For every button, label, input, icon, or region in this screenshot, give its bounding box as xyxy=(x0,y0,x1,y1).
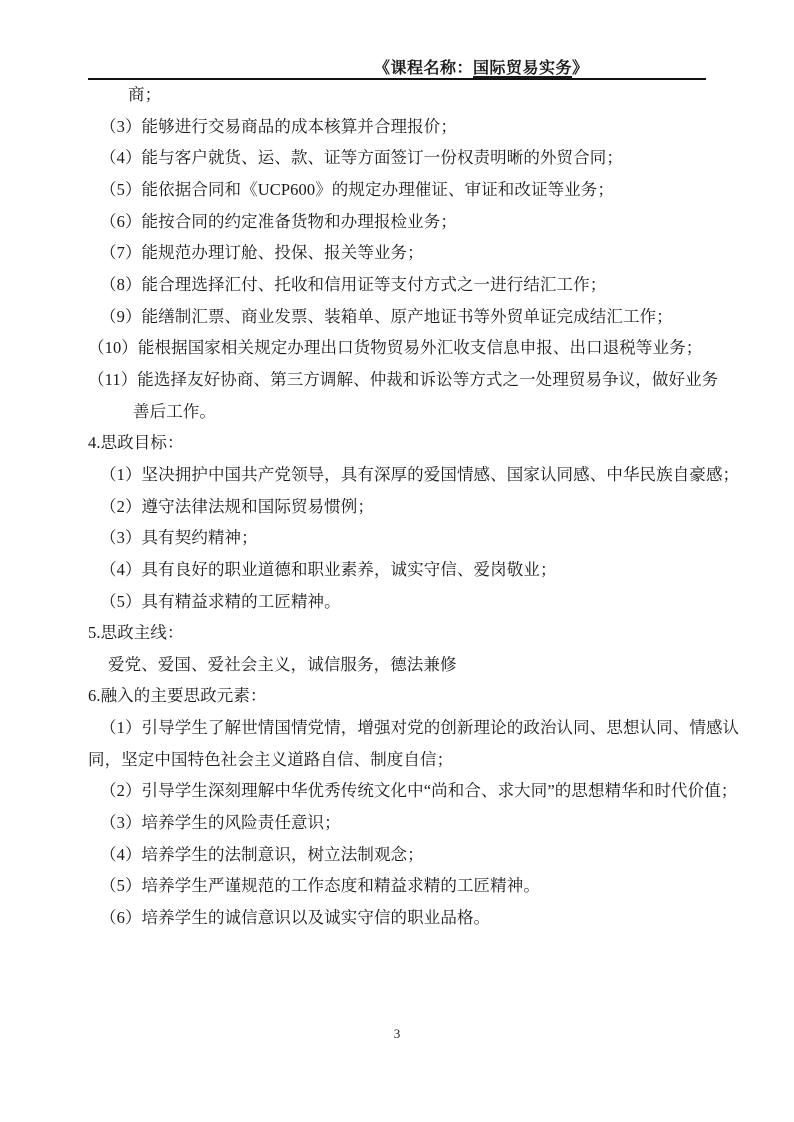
header-course-name: 国际贸易实务 xyxy=(473,60,573,77)
text-line: 爱党、爱国、爱社会主义，诚信服务，德法兼修 xyxy=(108,654,457,674)
text-line: （3）能够进行交易商品的成本核算并合理报价； xyxy=(100,116,457,136)
text-line: （10）能根据国家相关规定办理出口货物贸易外汇收支信息申报、出口退税等业务； xyxy=(88,338,703,358)
text-line: （11）能选择友好协商、第三方调解、仲裁和诉讼等方式之一处理贸易争议，做好业务 xyxy=(88,369,719,389)
text-line: （9）能缮制汇票、商业发票、装箱单、原产地证书等外贸单证完成结汇工作； xyxy=(100,306,673,326)
text-line: （2）引导学生深刻理解中华优秀传统文化中“尚和合、求大同”的思想精华和时代价值； xyxy=(100,781,738,801)
text-line: 同，坚定中国特色社会主义道路自信、制度自信； xyxy=(88,749,454,769)
text-line: 6.融入的主要思政元素： xyxy=(88,686,267,706)
text-line: （6）培养学生的诚信意识以及诚实守信的职业品格。 xyxy=(100,908,491,928)
text-line: （7）能规范办理订舱、投保、报关等业务； xyxy=(100,243,424,263)
text-line: （5）具有精益求精的工匠精神。 xyxy=(100,591,341,611)
text-line: （3）具有契约精神； xyxy=(100,528,258,548)
text-line: 4.思政目标： xyxy=(88,433,184,453)
header-title-prefix: 《课程名称： xyxy=(374,60,474,77)
page-number: 3 xyxy=(393,1026,401,1041)
header-course-title xyxy=(374,55,589,78)
text-line: （5）培养学生严谨规范的工作态度和精益求精的工匠精神。 xyxy=(100,876,540,896)
text-line: 5.思政主线： xyxy=(88,623,184,643)
text-line: 商； xyxy=(128,85,162,104)
text-line: （1）引导学生了解世情国情党情，增强对党的创新理论的政治认同、思想认同、情感认 xyxy=(100,718,740,738)
text-line: （6）能按合同的约定准备货物和办理报检业务； xyxy=(100,211,457,231)
document-header xyxy=(0,0,794,80)
text-line: （4）能与客户就货、运、款、证等方面签订一份权责明晰的外贸合同； xyxy=(100,148,623,168)
text-line: （8）能合理选择汇付、托收和信用证等支付方式之一进行结汇工作； xyxy=(100,274,607,294)
text-line: （4）培养学生的法制意识，树立法制观念； xyxy=(100,844,424,864)
text-line: 善后工作。 xyxy=(133,401,216,421)
text-line: （3）培养学生的风险责任意识； xyxy=(100,813,341,833)
text-line: （1）坚决拥护中国共产党领导，具有深厚的爱国情感、国家认同感、中华民族自豪感； xyxy=(100,464,740,484)
body-text xyxy=(88,79,740,934)
text-line: （5）能依据合同和《UCP600》的规定办理催证、审证和改证等业务； xyxy=(100,179,614,199)
text-line: （4）具有良好的职业道德和职业素养，诚实守信、爱岗敬业； xyxy=(100,559,557,579)
text-line: （2）遵守法律法规和国际贸易惯例； xyxy=(100,496,374,516)
header-title-suffix: 》 xyxy=(572,60,589,77)
